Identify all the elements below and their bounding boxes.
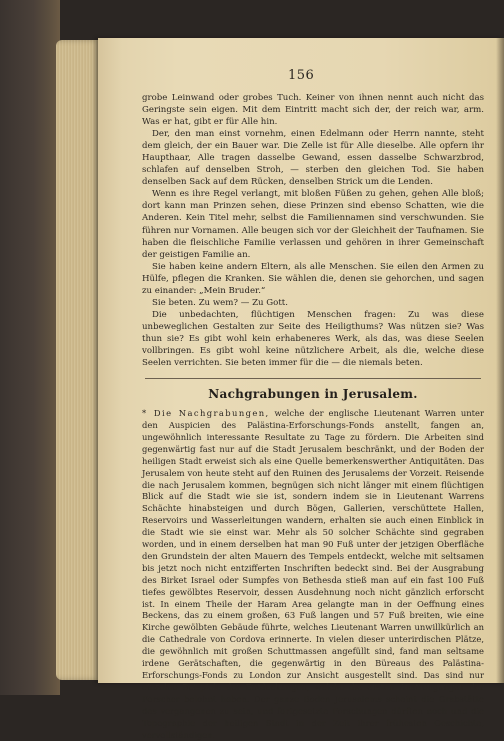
paragraph: Sie beten. Zu wem? — Zu Gott. — [152, 297, 288, 308]
page-gutter-shadow — [496, 38, 504, 683]
paragraph: Die unbedachten, flüchtigen Menschen fragen: Zu was diese unbeweglichen Gestalten zur Seite des Heiligthums? Was nützen sie? Was thun sie? Es gibt wohl kein erhabeneres Werk, als das, was diese Seelen vollbringen. Es gibt wohl keine nützlichere Arbeit, als die, welche diese Seelen verrichten. Sie beten immer für die — die niemals beten. — [142, 309, 484, 369]
book-cover-edge — [0, 0, 60, 695]
footnote-paragraph — [142, 408, 484, 741]
section-divider — [145, 378, 480, 379]
footnote-lead: * Die Nachgrabungen, — [142, 408, 270, 419]
page-edges — [56, 40, 100, 680]
page-text-block — [142, 92, 484, 741]
paragraph: grobe Leinwand oder grobes Tuch. Keiner von ihnen nennt auch nicht das Geringste sein eigen. Mit dem Eintritt macht sich der, der reich war, arm. Was er hat, gibt er für Alle hin. — [142, 93, 484, 128]
paragraph: Wenn es ihre Regel verlangt, mit bloßen Füßen zu gehen, gehen Alle bloß; dort kann man Prinzen sehen, diese Prinzen sind ebenso Schatten, wie die Anderen. Kein Titel mehr, selbst die Familiennamen sind verschwunden. Sie führen nur Vornamen. Alle beugen sich vor der Gleichheit der Taufnamen. Sie haben die fleischliche Familie verlassen und gehören in ihrer Gemeinschaft der geistigen Familie an. — [142, 189, 484, 260]
page-number: 156 — [288, 68, 315, 83]
footnote-body: welche der englische Lieutenant Warren unter den Auspicien des Palästina-Erforschungs-Fonds anstellt, fangen an, ungewöhnlich interessante Resultate zu Tage zu fördern. Die Arbeiten sind gegenwärtig fast nur auf die Stadt Jerusalem beschränkt, und der Boden der heiligen Stadt erweist sich als eine Quelle bemerkenswerther Antiquitäten. Das Jerusalem von heute steht auf den Ruinen des Jerusalems der Vorzeit. Reisende die nach Jerusalem kommen, begnügen sich nicht länger mit einem flüchtigen Blick auf die Stadt wie sie ist, sondern indem sie in Lieutenant Warrens Schächte hinabsteigen und durch Bögen, Gallerien, verschüttete Hallen, Reservoirs und Wasserleitungen wandern, erhalten sie auch einen Einblick in die Stadt wie sie einst war. Mehr als 50 solcher Schächte sind gegraben worden, und in einem derselben hat man 90 Fuß unter der jetzigen Oberfläche den Grundstein der alten Mauern des Tempels entdeckt, welche mit seltsamen bis jetzt noch nicht entzifferten Inschriften bedeckt sind. Bei der Ausgrabung des Birket Israel oder Sumpfes von Bethesda stieß man auf ein fast 100 Fuß tiefes gewölbtes Reservoir, dessen Ausdehnung noch nicht gänzlich erforscht ist. In einem Theile der Haram Area gelangte man in der Oeffnung eines Beckens, das zu einem großen, 63 Fuß langen und 57 Fuß breiten, wie eine Kirche gewölbten Gebäude führte, welches Lieutenant Warren unwillkürlich an die Cathedrale von Cordova erinnerte. In vielen dieser unterirdischen Plätze, die gewöhnlich mit großen Schuttmassen angefüllt sind, fand man seltsame irdene Gerätschaften, die gegenwärtig in den Büreaus des Palästina-Erforschungs-Fonds zu London zur Ansicht ausgestellt sind. Das sind nur einzelne Beispiele der Entdeckungen, welche die ersten Anstrengungen der Forscher belohnt haben. Der ganze Boden Jerusalems scheint die Grabstätte des vergangenen zu sein, und fortgesetzte Forschungen dürften noch und die Topographie der heiligen Stadt in der Zeit ihrer frühesten Geschichte, vervollständigen. — [142, 408, 484, 740]
paragraph: Sie haben keine andern Eltern, als alle Menschen. Sie eilen den Armen zu Hülfe, pflegen die Kranken. Sie wählen die, denen sie gehorchen, und sagen zu einander: „Mein Bruder.“ — [142, 261, 484, 296]
paragraph: Der, den man einst vornehm, einen Edelmann oder Herrn nannte, steht dem gleich, der ein Bauer war. Die Zelle ist für Alle dieselbe. Alle opfern ihr Haupthaar, Alle tragen dasselbe Gewand, essen dasselbe Schwarzbrod, schlafen auf denselben Stroh, — sterben den gleichen Tod. Sie haben denselben Sack auf dem Rücken, denselben Strick um die Lenden. — [142, 129, 484, 188]
section-heading: Nachgrabungen in Jerusalem. — [208, 387, 418, 402]
